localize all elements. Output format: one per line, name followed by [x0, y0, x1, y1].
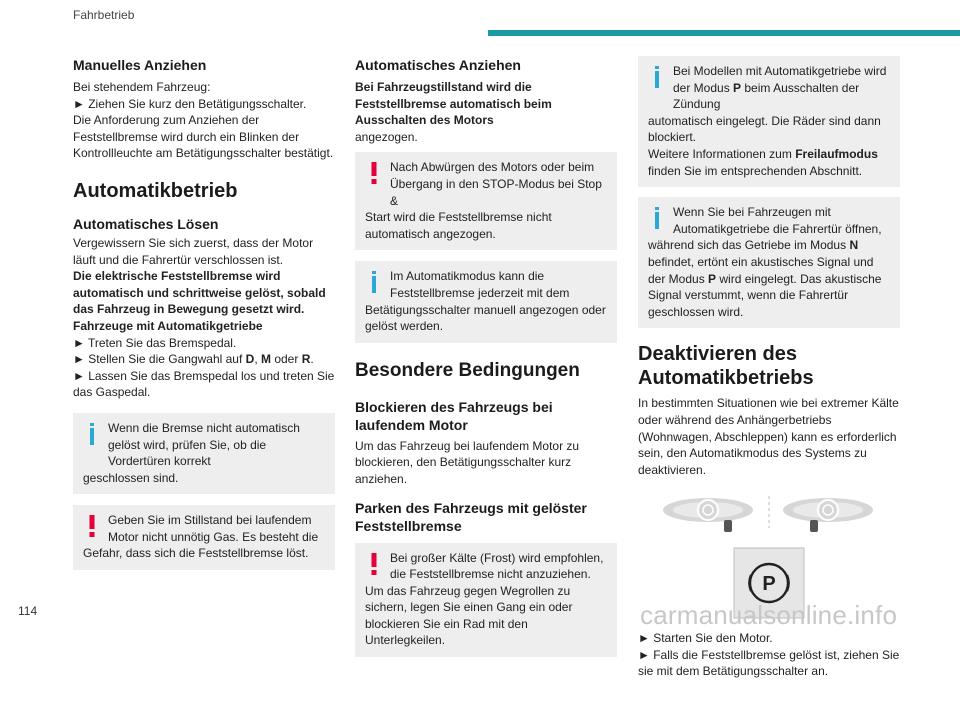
release-step-2: ► Stellen Sie die Gangwahl auf D, M oder R.: [73, 352, 314, 367]
manual-apply-heading: Manuelles Anziehen: [73, 57, 207, 73]
automatic-mode-heading: Automatikbetrieb: [73, 179, 238, 202]
deactivate-step-1: ► Starten Sie den Motor.: [638, 631, 773, 646]
blocking-text: Um das Fahrzeug bei laufendem Motor zu blockieren, den Betätigungsschalter kurz anziehen.: [355, 438, 580, 486]
info-icon: [650, 207, 664, 229]
manual-apply-text: Bei stehendem Fahrzeug:: [73, 80, 211, 94]
warning-icon: [367, 553, 381, 575]
brake-p-symbol: P: [762, 573, 776, 596]
special-conditions-heading: Besondere Bedingungen: [355, 359, 580, 381]
automatic-apply-bold-text: Bei Fahrzeugstillstand wird die Feststellbremse automatisch beim Ausschalten des Motors: [355, 80, 552, 128]
release-step-1: ► Treten Sie das Bremspedal.: [73, 335, 237, 350]
warning-note: Geben Sie im Stillstand bei laufendem Motor nicht unnötig Gas. Es besteht die Gefahr, dass sich die Feststellbremse löst.: [73, 505, 335, 570]
header-accent-bar: [488, 30, 960, 36]
info-note: Wenn Sie bei Fahrzeugen mit Automatikgetriebe die Fahrertür öffnen, während sich das Getriebe im Modus N befindet, ertönt ein akustisches Signal und der Modus P wird eingelegt. Das akustische Signal verstummt, wenn die Fahrertür geschlossen wird.: [638, 197, 900, 328]
steering-wheel-illustration: [638, 478, 900, 718]
warning-icon: [85, 515, 99, 537]
release-step-3: ► Lassen Sie das Bremspedal los und treten Sie das Gaspedal.: [73, 368, 335, 400]
automatic-release-heading: Automatisches Lösen: [73, 215, 219, 232]
automatic-release-bold-text: Die elektrische Feststellbremse wird automatisch und schrittweise gelöst, sobald das Fahrzeug in Bewegung gesetzt wird.: [73, 269, 326, 317]
deactivate-step-2: ► Falls die Feststellbremse gelöst ist, ziehen Sie sie mit dem Betätigungsschalter an.: [638, 647, 900, 679]
steering-wheel-icon: [783, 498, 873, 532]
running-header: Fahrbetrieb: [73, 8, 135, 22]
info-icon: [367, 271, 381, 293]
page-number: 114: [18, 604, 38, 618]
manual-apply-confirm-text: Die Anforderung zum Anziehen der Feststellbremse wird durch ein Blinken der Kontrollleuchte am Betätigungsschalter bestätigt.: [73, 113, 334, 161]
watermark: carmanualsonline.info: [640, 600, 898, 630]
deactivate-heading: Deaktivieren des Automatikbetriebs: [638, 343, 814, 390]
parking-heading: Parken des Fahrzeugs mit gelöster Feststellbremse: [355, 499, 587, 534]
automatic-gearbox-subheading: Fahrzeuge mit Automatikgetriebe: [73, 318, 263, 333]
info-icon: [650, 66, 664, 88]
info-icon: [85, 423, 99, 445]
blocking-heading: Blockieren des Fahrzeugs bei laufendem Motor: [355, 398, 553, 433]
info-note: Wenn die Bremse nicht automatisch gelöst wird, prüfen Sie, ob die Vordertüren korrekt geschlossen sind.: [73, 413, 335, 494]
automatic-apply-heading: Automatisches Anziehen: [355, 57, 521, 73]
steering-wheel-icon: [663, 498, 753, 532]
automatic-release-text: Vergewissern Sie sich zuerst, dass der Motor läuft und die Fahrertür verschlossen ist.: [73, 235, 314, 267]
warning-note: Nach Abwürgen des Motors oder beim Übergang in den STOP-Modus bei Stop & Start wird die Feststellbremse nicht automatisch angezogen.: [355, 152, 617, 250]
column-1: [73, 56, 335, 570]
manual-apply-step: ► Ziehen Sie kurz den Betätigungsschalter.: [73, 96, 307, 111]
warning-note: Bei großer Kälte (Frost) wird empfohlen, die Feststellbremse nicht anzuziehen. Um das Fahrzeug gegen Wegrollen zu sichern, legen Sie einen Gang ein oder blockieren Sie ein Rad mit den Unterlegkeilen.: [355, 543, 617, 658]
automatic-apply-text: angezogen.: [355, 129, 418, 144]
warning-icon: [367, 162, 381, 184]
deactivate-text: In bestimmten Situationen wie bei extremer Kälte oder während des Anhängerbetriebs (Wohnwagen, Abschleppen) kann es erforderlich sein, den Automatikmodus des Systems zu deaktivieren.: [638, 396, 899, 477]
info-note: Im Automatikmodus kann die Feststellbremse jederzeit mit dem Betätigungsschalter manuell angezogen oder gelöst werden.: [355, 261, 617, 342]
deactivate-steps: [638, 630, 900, 680]
column-2: [355, 56, 617, 657]
info-note: Bei Modellen mit Automatikgetriebe wird der Modus P beim Ausschalten der Zündung automatisch eingelegt. Die Räder sind dann blockiert. Weitere Informationen zum Freilaufmodus finden Sie im entsprechenden Abschnitt.: [638, 56, 900, 187]
